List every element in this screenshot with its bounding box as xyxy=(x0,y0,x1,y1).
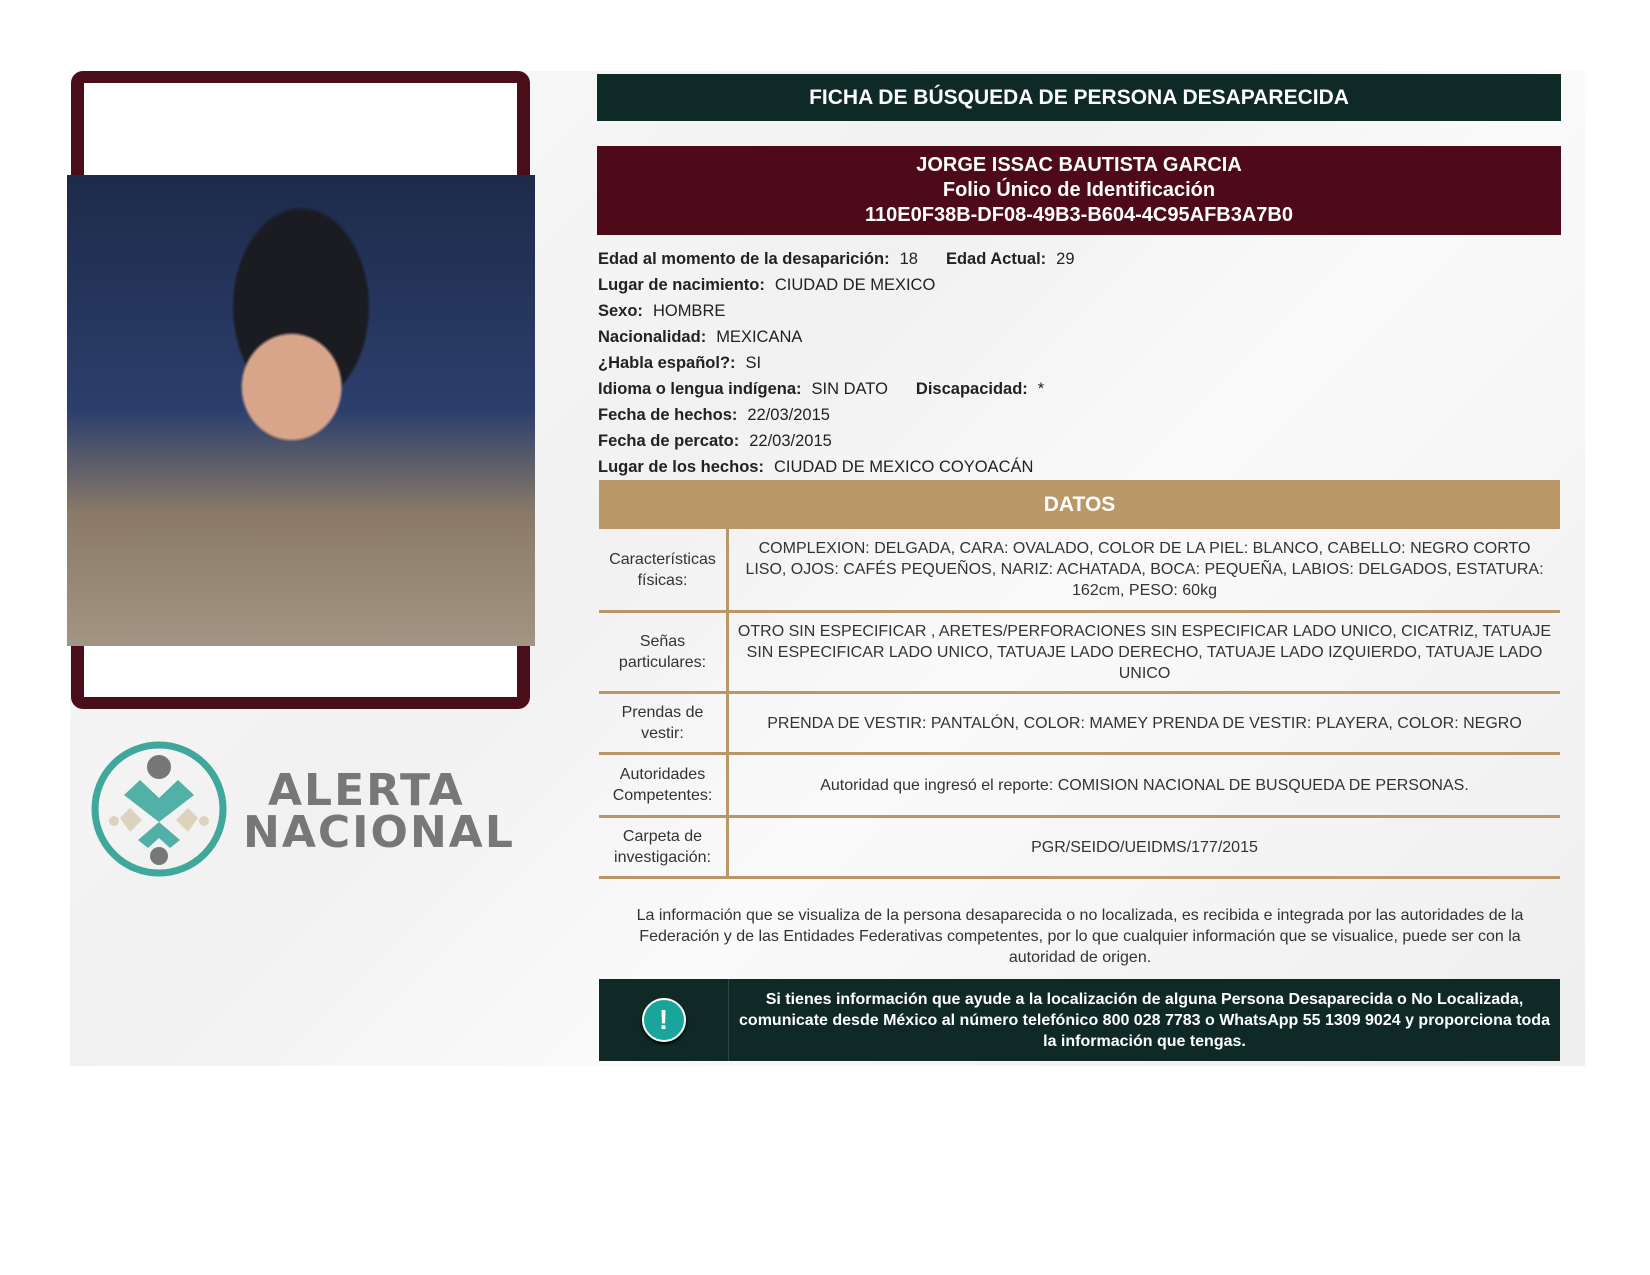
info-line xyxy=(598,376,1075,402)
info-label: Nacionalidad: xyxy=(598,328,707,346)
table-row xyxy=(599,755,1560,818)
info-line xyxy=(598,402,1075,428)
info-value: 29 xyxy=(1056,250,1075,268)
info-line xyxy=(598,272,1075,298)
folio-value: 110E0F38B-DF08-49B3-B604-4C95AFB3A7B0 xyxy=(865,204,1293,226)
info-line xyxy=(598,428,1075,454)
logo-line1: ALERTA xyxy=(268,765,465,816)
info-value: SIN DATO xyxy=(811,380,888,398)
info-value: 22/03/2015 xyxy=(749,432,832,450)
row-label: Autoridades Competentes: xyxy=(599,755,729,815)
info-label: Idioma o lengua indígena: xyxy=(598,380,802,398)
info-line xyxy=(598,298,1075,324)
exclamation-icon: ! xyxy=(642,998,686,1042)
info-value: * xyxy=(1037,380,1045,398)
disclaimer: La información que se visualiza de la persona desaparecida o no localizada, es recibida e integrada por las autoridades de la Federación y de las Entidades Federativas competentes, por lo que cualquier información que se visualice, puede ser con la autoridad de origen. xyxy=(636,907,1524,966)
info-label: Fecha de hechos: xyxy=(598,406,738,424)
person-name: JORGE ISSAC BAUTISTA GARCIA xyxy=(916,154,1242,176)
info-label: Discapacidad: xyxy=(915,380,1028,398)
folio-label: Folio Único de Identificación xyxy=(942,179,1216,201)
person-info xyxy=(598,246,1075,480)
table-row xyxy=(599,694,1560,755)
row-label: Señas particulares: xyxy=(599,613,729,691)
help-banner xyxy=(599,979,1560,1061)
row-value: PRENDA DE VESTIR: PANTALÓN, COLOR: MAMEY PRENDA DE VESTIR: PLAYERA, COLOR: NEGRO xyxy=(767,714,1522,732)
row-label: Prendas de vestir: xyxy=(599,694,729,752)
info-value: CIUDAD DE MEXICO COYOACÁN xyxy=(773,458,1034,476)
info-value: MEXICANA xyxy=(716,328,803,346)
help-text: Si tienes información que ayude a la localización de alguna Persona Desaparecida o No Localizada, comunicate desde México al número telefónico 800 028 7783 o WhatsApp 55 1309 9024 y proporciona toda la información que tengas. xyxy=(739,990,1550,1050)
info-line xyxy=(598,454,1075,480)
table-row xyxy=(599,818,1560,879)
datos-header: DATOS xyxy=(599,480,1560,529)
info-label: Fecha de percato: xyxy=(598,432,740,450)
info-value: SI xyxy=(745,354,762,372)
row-value: OTRO SIN ESPECIFICAR , ARETES/PERFORACIONES SIN ESPECIFICAR LADO UNICO, CICATRIZ, TATUAJE SIN ESPECIFICAR LADO UNICO, TATUAJE LADO DERECHO, TATUAJE LADO IZQUIERDO, TATUAJE LADO UNICO xyxy=(737,622,1552,682)
row-label: Características físicas: xyxy=(599,529,729,610)
info-line xyxy=(598,324,1075,350)
info-label: Sexo: xyxy=(598,302,643,320)
row-value: Autoridad que ingresó el reporte: COMISION NACIONAL DE BUSQUEDA DE PERSONAS. xyxy=(820,776,1469,794)
table-row xyxy=(599,613,1560,694)
info-label: Lugar de nacimiento: xyxy=(598,276,765,294)
row-label: Carpeta de investigación: xyxy=(599,818,729,876)
info-label: Lugar de los hechos: xyxy=(598,458,764,476)
info-label: Edad al momento de la desaparición: xyxy=(598,250,890,268)
row-value: COMPLEXION: DELGADA, CARA: OVALADO, COLOR DE LA PIEL: BLANCO, CABELLO: NEGRO CORTO LISO, OJOS: CAFÉS PEQUEÑOS, NARIZ: ACHATADA, BOCA: PEQUEÑA, LABIOS: DELGADOS, ESTATURA: 162cm, PESO: 60kg xyxy=(745,540,1544,599)
datos-table xyxy=(599,529,1560,879)
person-photo xyxy=(67,175,535,646)
logo-text xyxy=(243,765,515,858)
row-value: PGR/SEIDO/UEIDMS/177/2015 xyxy=(1031,838,1258,856)
info-label: ¿Habla español?: xyxy=(598,354,736,372)
info-value: 22/03/2015 xyxy=(747,406,830,424)
table-row xyxy=(599,529,1560,613)
info-value: CIUDAD DE MEXICO xyxy=(774,276,936,294)
person-header xyxy=(597,146,1561,235)
info-value: 18 xyxy=(899,250,918,268)
logo-line2: NACIONAL xyxy=(243,807,515,858)
info-line xyxy=(598,246,1075,272)
page-title: FICHA DE BÚSQUEDA DE PERSONA DESAPARECIDA xyxy=(597,74,1561,121)
info-label: Edad Actual: xyxy=(945,250,1047,268)
info-value: HOMBRE xyxy=(652,302,726,320)
info-line xyxy=(598,350,1075,376)
